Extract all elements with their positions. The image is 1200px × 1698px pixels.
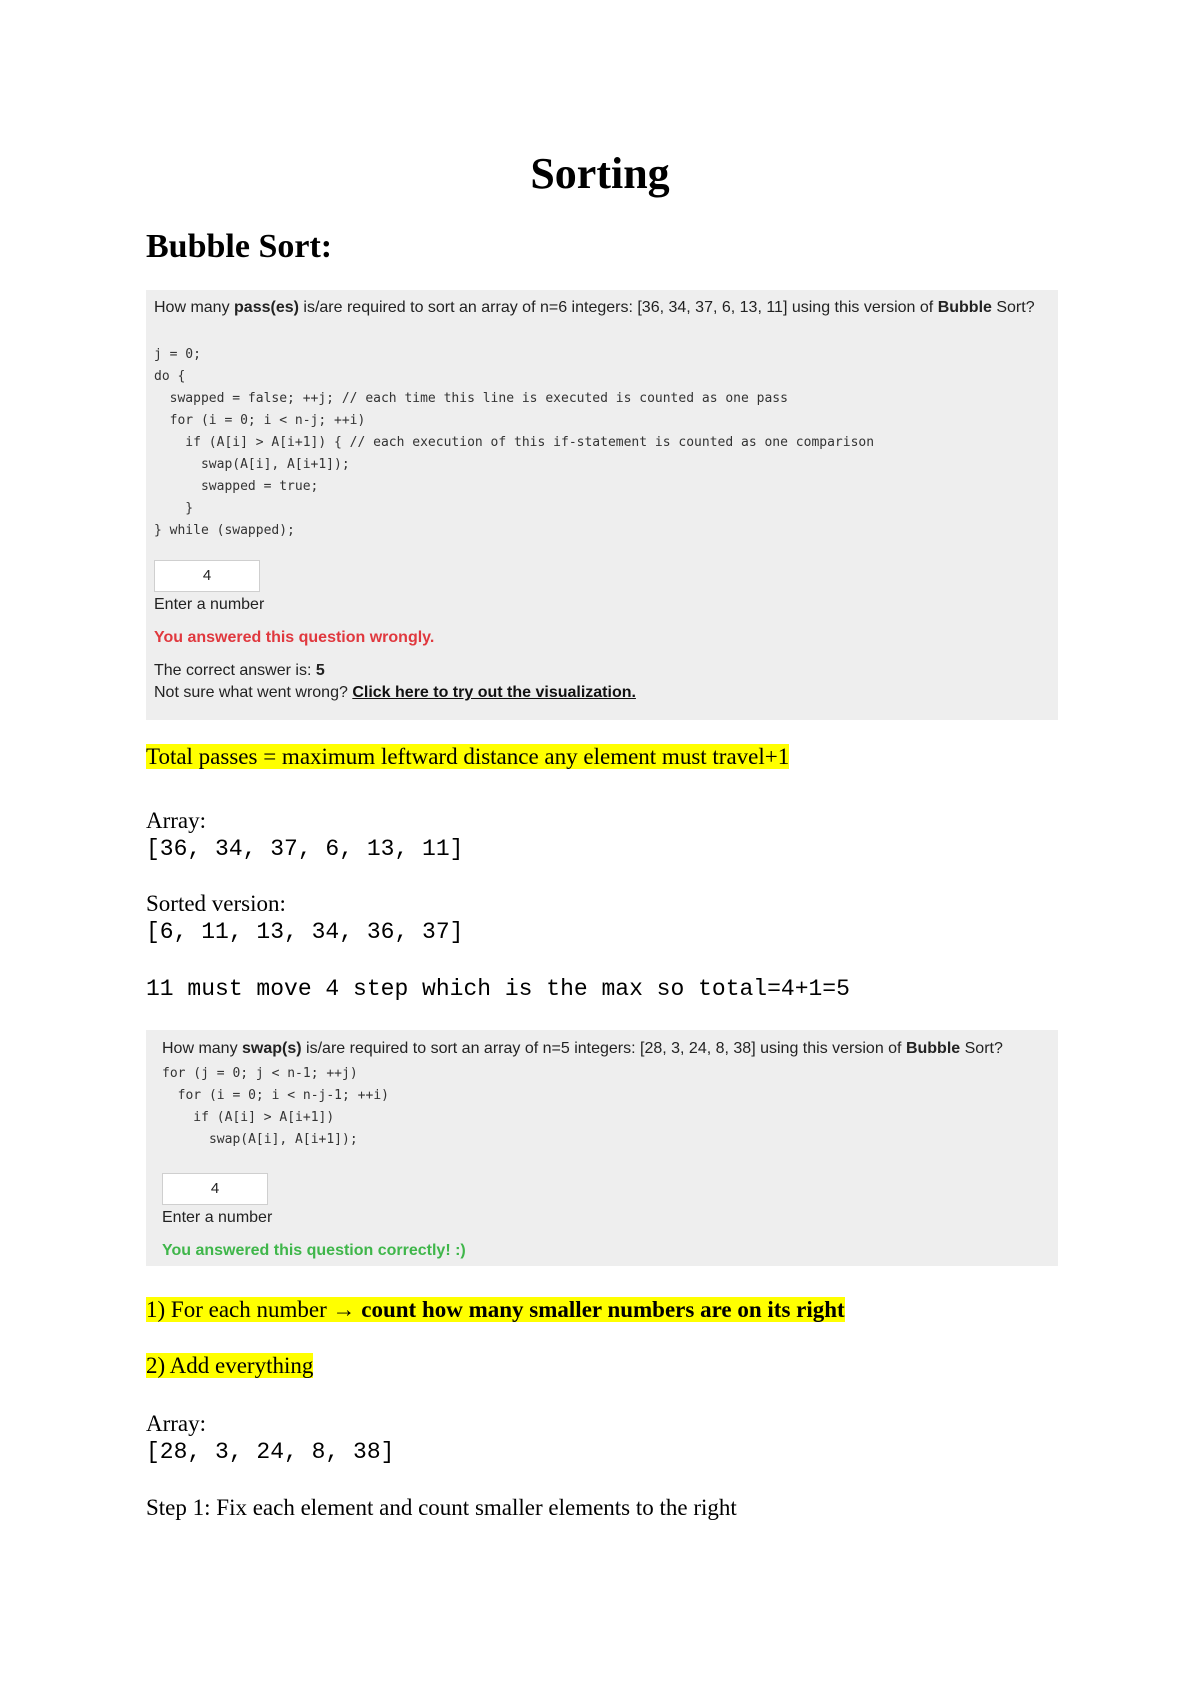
- question-screenshot-2: [146, 1030, 1058, 1266]
- array-label: Array:: [146, 1411, 207, 1436]
- sorted-value: [6, 11, 13, 34, 36, 37]: [146, 919, 464, 945]
- array-value: [28, 3, 24, 8, 38]: [146, 1439, 395, 1465]
- formula-line: Total passes = maximum leftward distance any element must travel+1: [146, 744, 790, 769]
- section-heading: Bubble Sort:: [146, 228, 333, 265]
- input-hint: Enter a number: [154, 596, 265, 613]
- question-text: How many swap(s) is/are required to sort an array of n=5 integers: [28, 3, 24, 8, 38] using this version of Bubble Sort?: [162, 1040, 1003, 1057]
- step-2-line: 2) Add everything: [146, 1353, 314, 1378]
- correct-answer-line: The correct answer is: 5: [154, 662, 325, 679]
- sorted-label: Sorted version:: [146, 891, 286, 916]
- feedback-correct: You answered this question correctly! :): [162, 1242, 466, 1259]
- help-line: Not sure what went wrong? Click here to try out the visualization.: [154, 684, 636, 701]
- question-screenshot-1: [146, 290, 1058, 720]
- answer-input[interactable]: 4: [154, 560, 260, 592]
- visualization-link[interactable]: Click here to try out the visualization.: [352, 684, 636, 701]
- step-description: Step 1: Fix each element and count smaller elements to the right: [146, 1495, 737, 1520]
- input-hint: Enter a number: [162, 1209, 273, 1226]
- question-text: How many pass(es) is/are required to sort an array of n=6 integers: [36, 34, 37, 6, 13, 11] using this version of Bubble Sort?: [154, 299, 1035, 316]
- answer-input[interactable]: 4: [162, 1173, 268, 1205]
- step-1-line: 1) For each number → count how many smaller numbers are on its right: [146, 1297, 845, 1322]
- code-block: for (j = 0; j < n-1; ++j) for (i = 0; i < n-j-1; ++i) if (A[i] > A[i+1]) swap(A[i], A[i+1]);: [162, 1066, 389, 1147]
- code-block: j = 0; do { swapped = false; ++j; // each time this line is executed is counted as one pass for (i = 0; i < n-j; ++i) if (A[i] > A[i+1]) { // each execution of this if-statement is counted as one comparison swap(A[i], A[i+1]); swapped = true; } } while (swapped);: [154, 347, 875, 538]
- explanation-line: 11 must move 4 step which is the max so total=4+1=5: [146, 976, 850, 1002]
- feedback-wrong: You answered this question wrongly.: [154, 629, 435, 646]
- page-title: Sorting: [530, 149, 670, 198]
- array-value: [36, 34, 37, 6, 13, 11]: [146, 836, 464, 862]
- array-label: Array:: [146, 808, 207, 833]
